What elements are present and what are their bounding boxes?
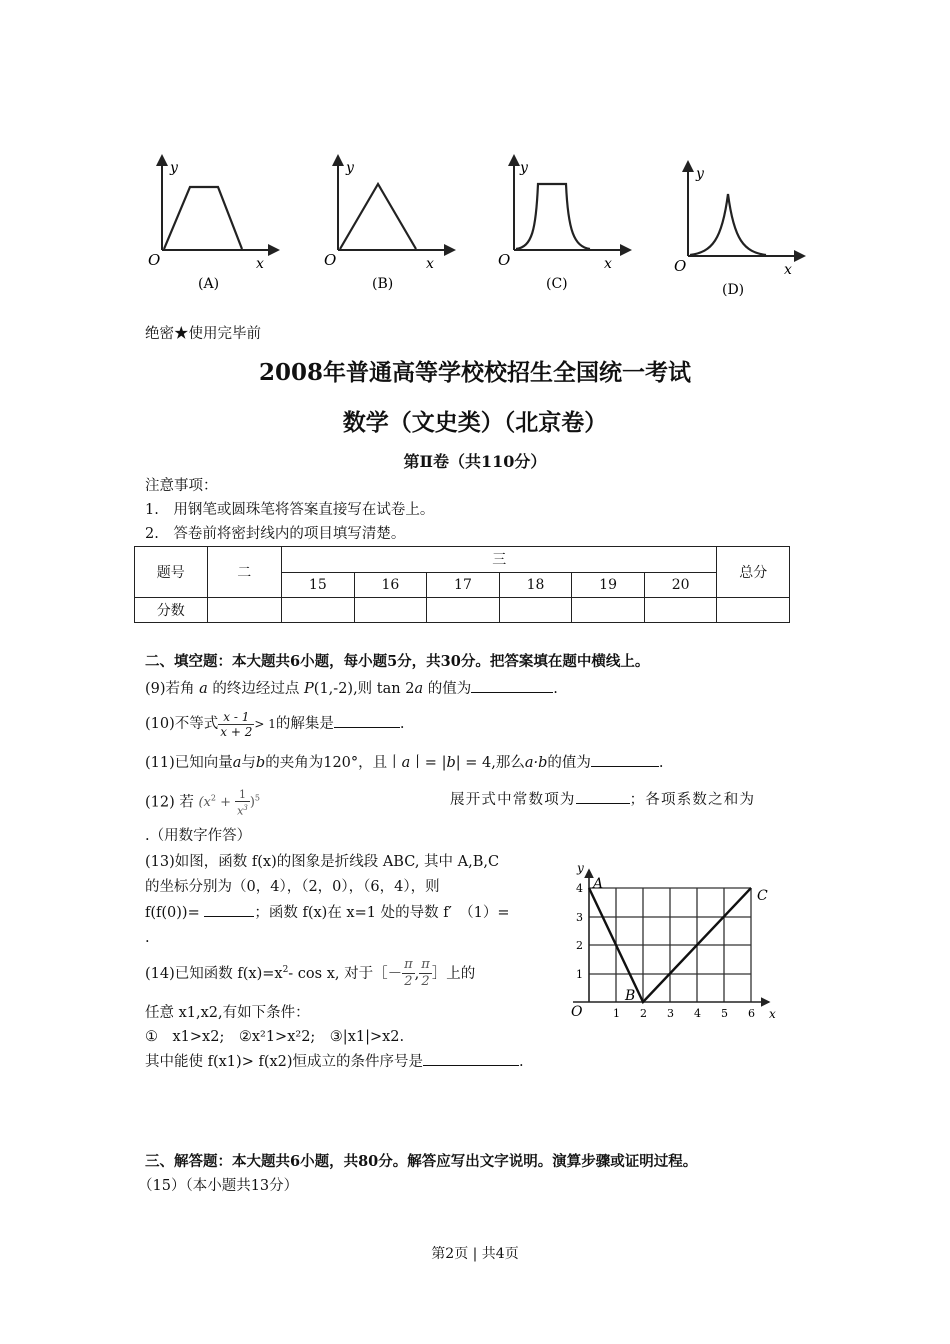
- q12-numerator: 1: [235, 788, 250, 802]
- secret-mark: 绝密★使用完毕前: [145, 326, 261, 342]
- question-11: [145, 752, 664, 773]
- q14-text: ］上的: [431, 965, 476, 982]
- q14-text: (14)已知函数 f(x)=x: [145, 965, 283, 982]
- question-9: [145, 678, 558, 699]
- graph-b-xlabel: x: [426, 256, 434, 272]
- graph-a-xlabel: x: [256, 256, 264, 272]
- q13-xtick: 1: [613, 1007, 620, 1020]
- score-table: [134, 546, 790, 623]
- q11-var: b: [255, 755, 266, 771]
- graph-d-origin: O: [674, 257, 687, 275]
- graph-c-label: (C): [546, 276, 568, 292]
- q14-line-4: [145, 1051, 524, 1072]
- q13-line-3: [145, 902, 510, 923]
- graph-d-label: (D): [722, 282, 745, 298]
- q13-ytick: 2: [576, 939, 583, 952]
- q9-text: (9)若角: [145, 681, 200, 697]
- q12-text: ；各项系数之和为: [629, 792, 756, 808]
- q12-base: (x: [198, 795, 211, 811]
- score-cell[interactable]: [572, 598, 645, 623]
- q13-origin: O: [571, 1004, 583, 1020]
- q13-ytick: 3: [576, 911, 583, 924]
- graph-c-ylabel: y: [520, 160, 528, 176]
- q14-text: - cos x, 对于［－: [288, 965, 403, 982]
- graph-d: [674, 162, 804, 298]
- q9-var: a: [199, 681, 208, 697]
- q10-fraction: [218, 710, 254, 739]
- q13-answer-blank-1[interactable]: [204, 902, 254, 917]
- score-table-q20: 20: [644, 572, 717, 598]
- q9-var: a: [414, 681, 424, 697]
- q11-text: 的夹角为120°，且丨: [265, 755, 402, 771]
- q10-numerator: x - 1: [218, 710, 254, 725]
- score-table-q19: 19: [572, 572, 645, 598]
- q10-denominator: x + 2: [220, 724, 253, 739]
- graph-b-origin: O: [324, 251, 337, 269]
- q11-text: 的值为: [547, 755, 591, 771]
- q12-close: ): [249, 795, 255, 811]
- score-cell[interactable]: [644, 598, 717, 623]
- q11-var: a: [232, 755, 242, 771]
- q14-line-2: 任意 x1,x2,有如下条件：: [145, 1005, 310, 1021]
- score-table-col-three: 三: [282, 547, 717, 573]
- q9-var: P: [304, 681, 314, 697]
- q13-figure: [563, 850, 788, 1030]
- q13-xtick: 3: [667, 1007, 674, 1020]
- q10-text: 的解集是: [275, 716, 334, 732]
- q10-text: .: [399, 716, 405, 732]
- q13-xlabel: x: [769, 1007, 776, 1021]
- graph-d-xlabel: x: [784, 262, 792, 278]
- option-graphs: [140, 150, 820, 300]
- q11-text: .: [658, 755, 664, 771]
- question-12-expr: [145, 782, 260, 822]
- exam-subtitle: 数学（文史类）（北京卷）: [342, 409, 608, 436]
- question-10: [145, 704, 404, 744]
- graph-a-origin: O: [148, 251, 161, 269]
- notes-heading: 注意事项：: [145, 478, 218, 494]
- score-table-q18: 18: [499, 572, 572, 598]
- graph-b-label: (B): [372, 276, 394, 292]
- q13-point-a: A: [593, 876, 604, 892]
- score-table-q15: 15: [282, 572, 355, 598]
- q12-answer-blank-1[interactable]: [576, 789, 630, 804]
- question-15: （15）（本小题共13分）: [138, 1178, 299, 1194]
- graph-c: [498, 156, 630, 292]
- q13-ylabel: y: [577, 861, 584, 875]
- q12-text: (12) 若: [145, 794, 194, 811]
- q12-den-exp: 3: [243, 804, 248, 812]
- note-item-2: 2. 答卷前将密封线内的项目填写清楚。: [145, 526, 406, 542]
- q11-answer-blank[interactable]: [591, 752, 659, 767]
- exam-title: 2008年普通高等学校校招生全国统一考试: [258, 359, 691, 386]
- q14-text: 其中能使 f(x1)> f(x2)恒成立的条件序号是: [145, 1054, 424, 1070]
- q14-pi: π: [404, 957, 413, 973]
- score-table-header-label: 题号: [135, 547, 208, 598]
- q9-text: 的值为: [423, 681, 472, 697]
- note-item-1: 1. 用钢笔或圆珠笔将答案直接写在试卷上。: [145, 502, 435, 518]
- q14-two: 2: [421, 974, 430, 990]
- q12-exp: 2: [210, 794, 216, 803]
- q12-power: 5: [254, 794, 261, 803]
- q10-gt: > 1: [254, 717, 276, 731]
- q11-var: a: [401, 755, 411, 771]
- q13-line-4: .: [145, 930, 150, 946]
- part-title: 第Ⅱ卷（共110分）: [403, 452, 547, 471]
- graph-a-label: (A): [198, 276, 220, 292]
- score-table-q16: 16: [354, 572, 427, 598]
- q11-var: b: [446, 755, 456, 771]
- graph-a: [148, 156, 278, 292]
- score-table-score-label: 分数: [135, 598, 208, 623]
- score-cell[interactable]: [717, 598, 790, 623]
- q14-pi: π: [421, 957, 430, 973]
- q13-point-c: C: [757, 888, 768, 904]
- page-footer: 第2页 | 共4页: [431, 1246, 519, 1262]
- q13-ytick: 1: [576, 968, 583, 981]
- q10-answer-blank[interactable]: [334, 713, 400, 728]
- q14-text: .: [519, 1054, 524, 1070]
- graph-b-ylabel: y: [346, 160, 354, 176]
- q13-xtick: 4: [694, 1007, 701, 1020]
- q13-text: f(f(0))=: [145, 905, 205, 921]
- q13-xtick: 2: [640, 1007, 647, 1020]
- q13-ytick: 4: [576, 882, 583, 895]
- q13-line-2: 的坐标分别为（0，4），（2，0），（6，4），则: [145, 879, 440, 895]
- q13-line-1: (13)如图，函数 f(x)的图象是折线段 ABC, 其中 A,B,C: [145, 854, 500, 870]
- question-12-end: .（用数字作答）: [145, 828, 252, 844]
- score-cell[interactable]: [282, 598, 355, 623]
- q13-point-b: B: [625, 988, 636, 1004]
- section3-heading: 三、解答题：本大题共6小题，共80分。解答应写出文字说明。演算步骤或证明过程。: [145, 1153, 698, 1170]
- q13-text: ；函数 f(x)在 x=1 处的导数 f′ （1）=: [254, 905, 510, 921]
- q14-comma: ,: [414, 965, 420, 982]
- graph-b: [324, 156, 454, 292]
- q14-line-3: ① x1>x2; ②x²1>x²2; ③|x1|>x2.: [145, 1029, 405, 1045]
- q11-text: 与: [241, 755, 256, 771]
- q9-answer-blank[interactable]: [471, 678, 553, 693]
- q12-denominator: x: [237, 804, 244, 818]
- q13-xtick: 5: [721, 1007, 728, 1020]
- score-table-col-two: 二: [207, 547, 282, 598]
- q14-exp: 2: [282, 965, 289, 975]
- graph-c-xlabel: x: [604, 256, 612, 272]
- q14-two: 2: [404, 974, 413, 990]
- q13-xtick: 6: [748, 1007, 755, 1020]
- q11-text: | = 4,那么: [455, 755, 525, 771]
- graph-d-ylabel: y: [696, 166, 704, 182]
- q11-text: 丨= |: [410, 755, 447, 771]
- q9-text: (1,-2),则 tan 2: [313, 681, 415, 697]
- graph-c-origin: O: [498, 251, 511, 269]
- q9-text: .: [553, 681, 558, 697]
- q11-text: (11)已知向量: [145, 755, 233, 771]
- q11-var: a·b: [524, 755, 548, 771]
- q14-line-1: [145, 952, 475, 998]
- question-12-text: [450, 789, 755, 810]
- graph-a-ylabel: y: [170, 160, 178, 176]
- score-cell[interactable]: [207, 598, 282, 623]
- q9-text: 的终边经过点: [207, 681, 305, 697]
- section2-heading: 二、填空题：本大题共6小题，每小题5分，共30分。把答案填在题中横线上。: [145, 653, 650, 670]
- q12-text: 展开式中常数项为: [450, 792, 576, 808]
- score-cell[interactable]: [499, 598, 572, 623]
- score-cell[interactable]: [427, 598, 500, 623]
- score-table-q17: 17: [427, 572, 500, 598]
- q12-plus: +: [215, 795, 236, 811]
- score-cell[interactable]: [354, 598, 427, 623]
- score-table-col-total: 总分: [717, 547, 790, 598]
- q10-text: (10)不等式: [145, 716, 219, 732]
- q14-answer-blank[interactable]: [423, 1051, 519, 1066]
